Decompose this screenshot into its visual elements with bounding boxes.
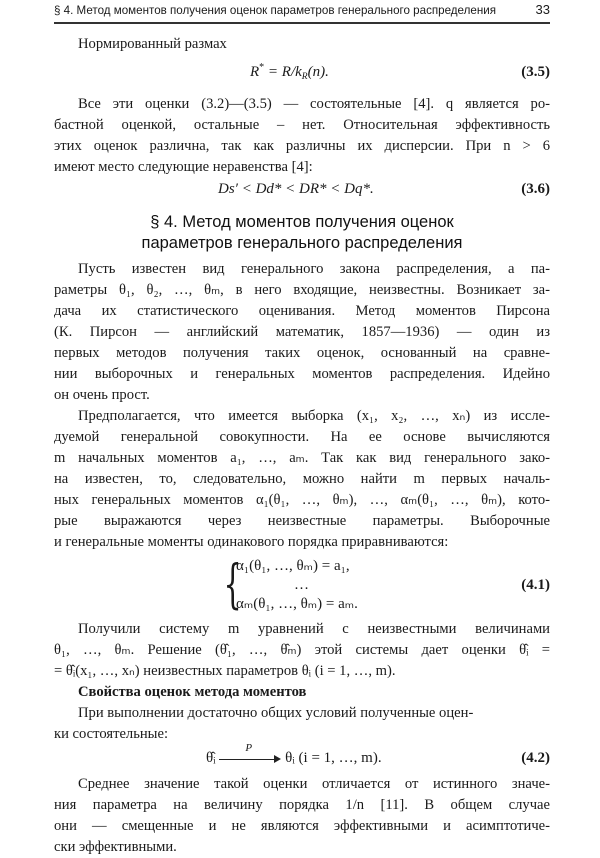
eq42-rhs: θᵢ (i = 1, …, m).	[285, 750, 382, 766]
paragraph-solution	[54, 619, 550, 682]
eq41-row-3: αₘ(θ₁, …, θₘ) = aₘ.	[236, 596, 358, 612]
text-line: ния параметра на величину порядка 1/n [11]. В общем случае	[54, 797, 550, 813]
arrow-shaft	[219, 759, 275, 760]
text-line: ки состоятельные:	[54, 726, 169, 742]
arrow-label: P	[245, 741, 253, 754]
text-line: Пусть известен вид генерального закона распределения, а па-	[78, 261, 550, 277]
section-heading-line-2: параметров генерального распределения	[141, 234, 463, 252]
equation-system-4-1	[222, 557, 402, 615]
equation-3-5	[250, 63, 329, 82]
text-line: Получили систему m уравнений с неизвестными величинами	[78, 621, 550, 637]
text-line: раметры θ₁, θ₂, …, θₘ, в него входящие, неизвестны. Возникает за-	[54, 282, 550, 298]
text-line: m начальных моментов a₁, …, aₘ. Так как вид генерального зако-	[54, 450, 550, 466]
section-heading-line-1: § 4. Метод моментов получения оценок	[150, 213, 454, 231]
header-rule	[54, 22, 550, 24]
text-line: рые выражаются через неизвестные параметры. Выборочные	[54, 513, 550, 529]
paragraph-method-intro	[54, 259, 550, 406]
range-label-paragraph	[54, 34, 550, 55]
arrow-head	[274, 755, 281, 763]
equation-3-6: Ds′ < Dd* < DR* < Dq*.	[218, 181, 374, 197]
text-line: этих оценок различна, так как различны их дисперсии. При n > 6	[54, 138, 550, 154]
text-line: дуемой генеральной совокупности. На ее основе вычисляются	[54, 429, 550, 445]
eq42-lhs: θ̂ᵢ	[206, 750, 216, 766]
text-line: = θ̂ᵢ(x₁, …, xₙ) неизвестных параметров θᵢ (i = 1, …, m).	[54, 663, 396, 679]
text-line: Нормированный размах	[78, 36, 227, 52]
text-line: Все эти оценки (3.2)—(3.5) — состоятельные [4]. q является ро-	[78, 96, 550, 112]
text-line: Предполагается, что имеется выборка (x₁, x₂, …, xₙ) из иссле-	[78, 408, 550, 424]
running-head-title: § 4. Метод моментов получения оценок параметров генерального распределения	[54, 4, 496, 17]
text-line: дача их статистического оценивания. Метод моментов Пирсона	[54, 303, 550, 319]
text-line: имеют место следующие неравенства [4]:	[54, 159, 313, 175]
section-heading	[54, 212, 550, 254]
text-line: ных генеральных моментов α₁(θ₁, …, θₘ), …, αₘ(θ₁, …, θₘ), кото-	[54, 492, 550, 508]
text-line: ски эффективными.	[54, 839, 177, 855]
text-line: первых методов получения таких оценок, основанный на сравне-	[54, 345, 550, 361]
properties-subheading: Свойства оценок метода моментов	[78, 684, 307, 700]
convergence-arrow-icon	[219, 741, 281, 764]
equation-number-3-5: (3.5)	[521, 64, 550, 80]
running-head	[54, 2, 550, 20]
eq35-star: *	[259, 62, 265, 73]
equation-number-4-1: (4.1)	[521, 577, 550, 593]
text-line: нии выборочных и генеральных моментов распределения. Идейно	[54, 366, 550, 382]
consistency-paragraph	[54, 94, 550, 178]
text-line: θ₁, …, θₘ. Решение (θ̂₁, …, θ̂ₘ) этой системы дает оценки θ̂ᵢ =	[54, 642, 550, 658]
text-line: и генеральные моменты одинакового порядка приравниваются:	[54, 534, 449, 550]
eq35-rhs-b: (n).	[307, 64, 329, 80]
page-number: 33	[535, 2, 550, 17]
equation-4-2	[206, 741, 382, 768]
paragraph-sample-moments	[54, 406, 550, 553]
equation-number-3-6: (3.6)	[521, 181, 550, 197]
eq35-rhs-sub: R	[301, 72, 308, 82]
text-line: Среднее значение такой оценки отличается от истинного значе-	[78, 776, 550, 792]
text-line: (К. Пирсон — английский математик, 1857—1936) — один из	[54, 324, 550, 340]
eq41-row-2: …	[294, 577, 309, 593]
text-line: они — смещенные и не являются эффективными и асимптотиче-	[54, 818, 550, 834]
text-line: бастной оценкой, остальные – нет. Относительная эффективность	[54, 117, 550, 133]
eq35-lhs: R	[250, 64, 260, 80]
eq35-rhs-a: = R/k	[264, 64, 302, 80]
eq41-row-1: α₁(θ₁, …, θₘ) = a₁,	[236, 558, 350, 574]
text-line: на известен, то, следовательно, можно найти m первых началь-	[54, 471, 550, 487]
properties-section	[54, 682, 550, 745]
text-line: При выполнении достаточно общих условий полученные оцен-	[78, 705, 474, 721]
left-brace: {	[223, 555, 242, 615]
paragraph-mean-value	[54, 774, 550, 858]
equation-number-4-2: (4.2)	[521, 750, 550, 766]
text-line: он очень прост.	[54, 387, 150, 403]
